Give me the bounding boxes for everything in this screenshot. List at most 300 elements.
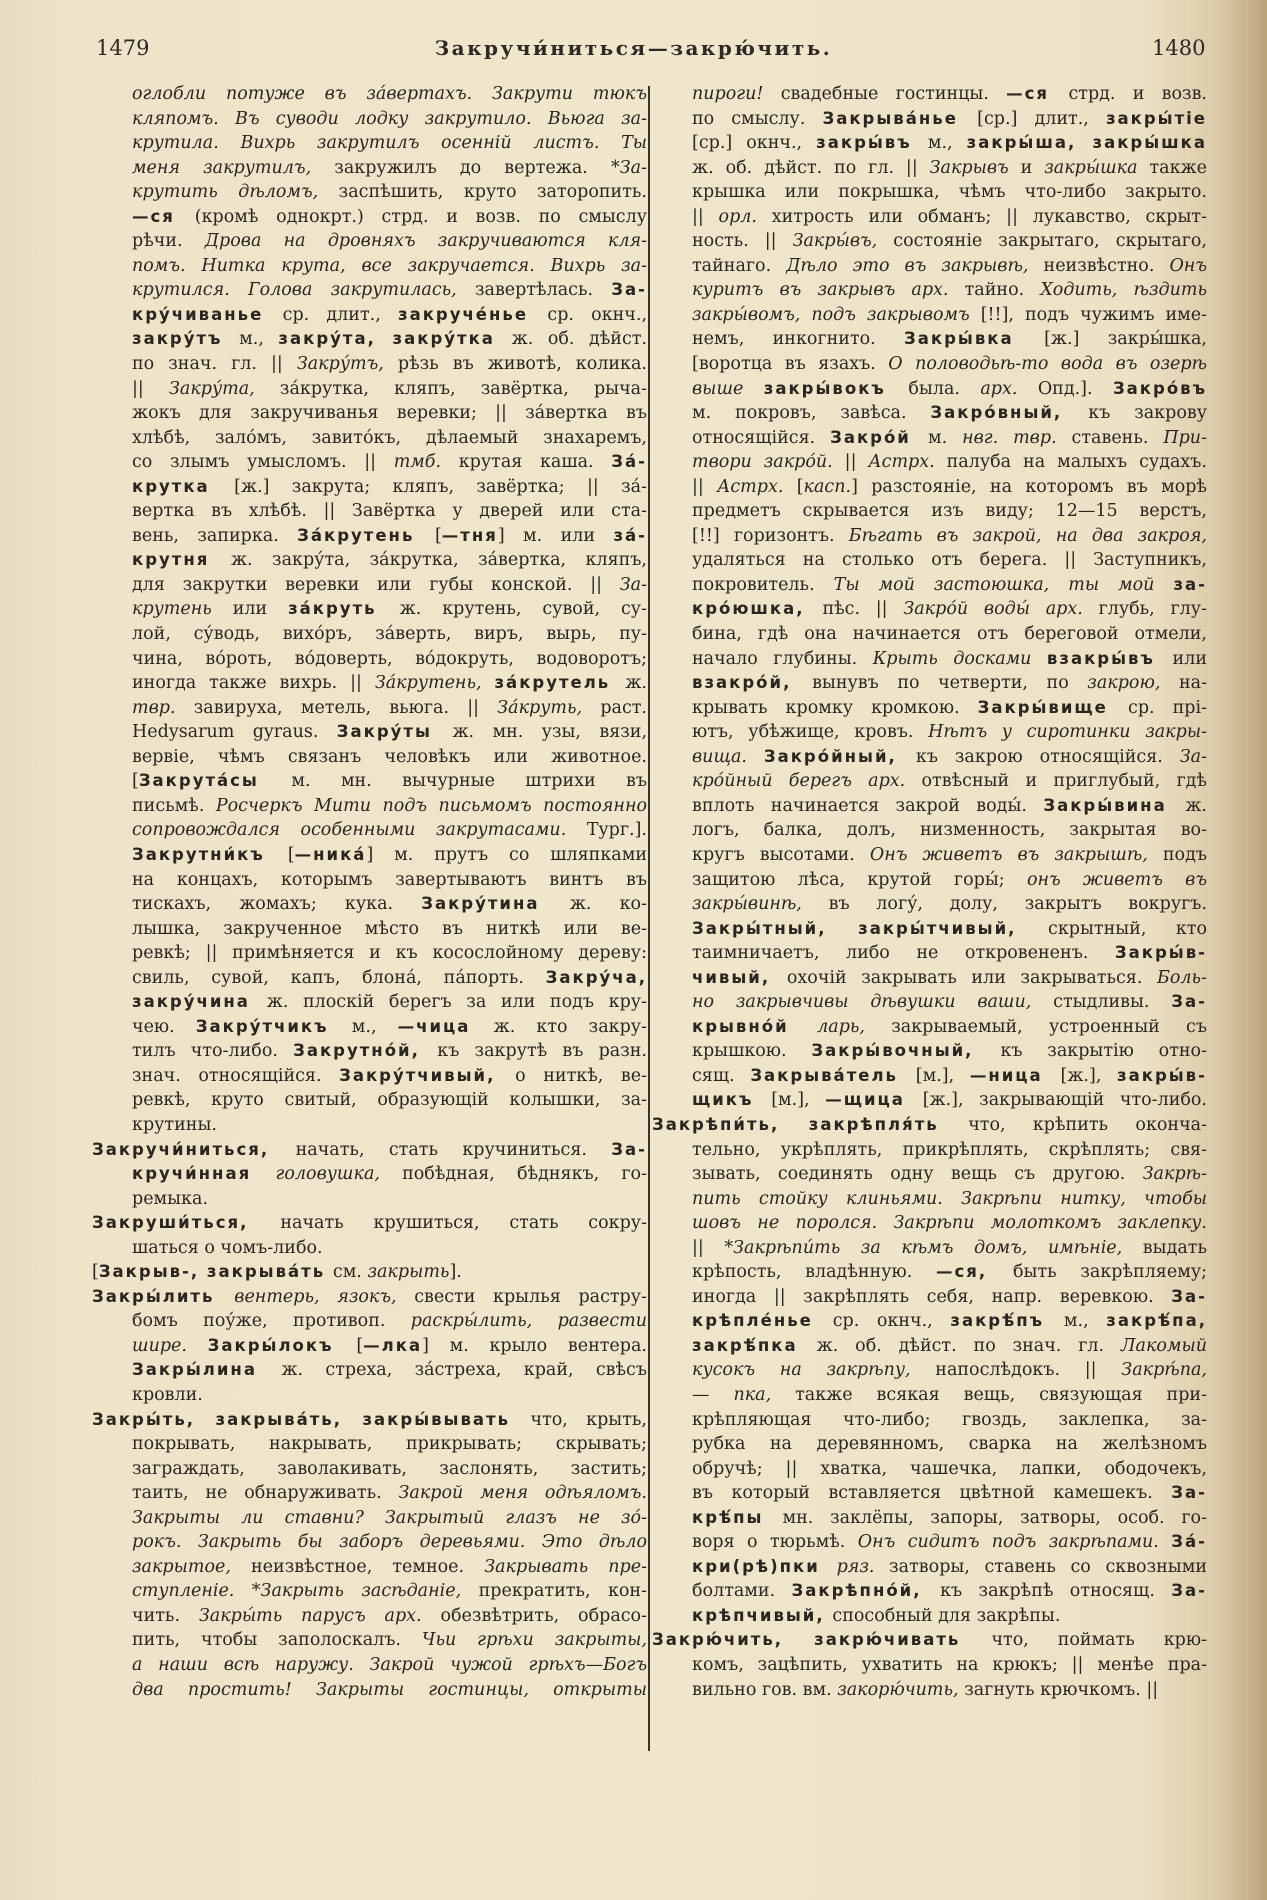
definition-text: лышка, закрученное мѣсто въ ниткѣ или ве- [132, 918, 647, 939]
definition-text: [!!] горизонтъ. [692, 525, 849, 546]
definition-text: стрд. и возв. [1068, 84, 1207, 104]
definition-text: защитою лѣса, крутой горы́; [692, 869, 1027, 890]
text-line [132, 1530, 647, 1555]
text-line [132, 794, 647, 819]
definition-text: заграждать, заволакивать, заслонять, застить; [132, 1458, 647, 1479]
definition-text: охочій закрывать или закрываться. [786, 967, 1158, 988]
definition-text: [ж.] закрута; кляпъ, завёртка; || за́- [234, 476, 648, 497]
definition-text: бомъ поу́же, противоп. [132, 1311, 411, 1332]
definition-text: вынувъ по четверти, по [812, 673, 1088, 694]
definition-text: иногда также вихрь. || [132, 673, 375, 694]
headword: Закручи́ниться, [92, 1139, 296, 1159]
example-italic: Чьи грѣхи закрыты, [421, 1630, 647, 1651]
headword: Закры́вка [904, 329, 1045, 349]
definition-text: завертѣлась. [474, 280, 612, 301]
text-line [692, 1579, 1207, 1604]
text-line [692, 1088, 1207, 1113]
headword: —чица [397, 1016, 494, 1036]
example-italic: нвг. твр. [962, 427, 1072, 448]
headword: —ница [969, 1065, 1061, 1085]
example-italic: шире. [132, 1335, 208, 1356]
entry-headline [652, 1628, 1207, 1653]
headword: Закрутно́й, [293, 1041, 438, 1061]
example-italic: Дѣло это въ закрывѣ, [786, 255, 1044, 276]
example-italic: Онъ [1169, 255, 1207, 276]
text-line [692, 377, 1207, 402]
headword: —ся, [935, 1262, 1013, 1282]
definition-text: ] м. прутъ со шляпками [366, 844, 647, 865]
definition-text: м. мн. вычурные штрихи въ [291, 771, 648, 792]
definition-text: м. покровъ, завѣса. [692, 403, 931, 424]
text-line [692, 843, 1207, 868]
headword: Закры́вочный, [811, 1041, 1001, 1061]
text-line [692, 327, 1207, 352]
example-italic: Онъ сидитъ подъ закрѣпами. [857, 1532, 1172, 1553]
definition-text: болтами. [692, 1581, 792, 1602]
text-line [692, 303, 1207, 328]
text-line [692, 499, 1207, 524]
text-line [692, 671, 1207, 696]
headword: кручи́нная [132, 1164, 276, 1184]
headword: Закро́йный, [763, 746, 916, 766]
example-italic: Закры́ть парусъ арх. [198, 1605, 441, 1626]
definition-text: ]. [449, 1262, 462, 1283]
definition-text: что, крыть, [530, 1409, 647, 1430]
text-line [692, 647, 1207, 672]
headword: закры́в- [1117, 1065, 1207, 1085]
example-italic: твр. [132, 697, 194, 718]
headword: Закрыв-, закрыва́ть [98, 1262, 333, 1282]
example-italic: Закрывъ [929, 157, 1021, 178]
example-italic: пироги! [692, 84, 781, 104]
definition-text: удаляться на столько отъ берега. || Заступникъ, [692, 550, 1207, 571]
text-line [692, 745, 1207, 770]
example-italic: касп. [803, 476, 852, 497]
text-line [132, 377, 647, 402]
example-italic: Закрой меня одѣяломъ. [398, 1483, 647, 1504]
text-line [132, 1015, 647, 1040]
text-line [692, 917, 1207, 942]
text-line [692, 1211, 1207, 1236]
text-line [692, 450, 1207, 475]
text-line [692, 1187, 1207, 1212]
definition-text: по знач. гл. || [132, 354, 297, 375]
entry-headline [652, 1113, 1207, 1138]
definition-text: подъ [1162, 844, 1207, 865]
headword: закрѣ́па, [1106, 1311, 1207, 1331]
example-italic: крутить дѣломъ, [132, 182, 339, 203]
text-line [132, 499, 647, 524]
definition-text: также [1149, 157, 1207, 178]
entry-headline [92, 1285, 647, 1310]
headword: За́крутень [297, 525, 435, 545]
example-italic: меня закрутилъ, [132, 157, 335, 178]
definition-text: ютъ, убѣжище, кровъ. [692, 722, 929, 743]
text-line [692, 1334, 1207, 1359]
definition-text: пить, чтобы заполоскалъ. [132, 1630, 422, 1651]
headword: Закро́въ [1112, 378, 1207, 398]
definition-text: вертка въ хлѣбѣ. || Завёртка у дверей или ста- [132, 501, 647, 522]
text-line [132, 82, 647, 107]
definition-text: немъ, инкогнито. [692, 329, 905, 350]
headword: За- [1171, 1286, 1207, 1306]
text-line [132, 475, 647, 500]
headword: кро́юшка, [692, 599, 823, 619]
text-line [692, 82, 1207, 107]
headword: Закру́тина [421, 894, 570, 914]
text-line [692, 131, 1207, 156]
headword: взакро́й, [692, 673, 813, 693]
headword: кру́чиванье [132, 304, 283, 324]
example-italic: закрыть [367, 1262, 450, 1283]
text-line [132, 327, 647, 352]
headword: —ся [132, 206, 195, 226]
definition-text: ж. кто закру- [493, 1016, 647, 1037]
definition-text: [ [287, 844, 295, 865]
definition-text: тилъ что-либо. [132, 1041, 294, 1062]
headword: Закру́ты [336, 722, 453, 742]
example-italic: выше [692, 378, 764, 399]
definition-text: рѣчи. [132, 231, 205, 252]
left-column [92, 82, 647, 1702]
text-line [132, 205, 647, 230]
text-line [692, 868, 1207, 893]
headword: Закры́локъ [207, 1335, 357, 1355]
example-italic: вентерь, язокъ, [234, 1286, 415, 1307]
definition-text: ср. прі- [1128, 697, 1207, 718]
definition-text: завируха, метель, вьюга. || [193, 697, 498, 718]
definition-text: крутая каша. [458, 452, 612, 473]
definition-text: чею. [132, 1016, 196, 1037]
headword: За́- [611, 452, 647, 472]
text-line [132, 1432, 647, 1457]
definition-text: вень, запирка. [132, 525, 298, 546]
text-line [692, 1653, 1207, 1678]
text-line [132, 769, 647, 794]
text-line [132, 597, 647, 622]
example-italic: *За- [611, 157, 647, 178]
definition-text: ср. окнч., [832, 1311, 951, 1332]
example-italic: Закрѣ- [1142, 1164, 1207, 1185]
definition-text: бина, гдѣ она начинается отъ береговой отмели, [692, 624, 1207, 645]
example-italic: закрою, [1087, 673, 1179, 694]
definition-text: начало глубины. [692, 648, 873, 669]
headword: Закрѣпно́й, [791, 1581, 941, 1601]
headword: закру́чина [132, 992, 267, 1012]
headword: —тня [441, 525, 498, 545]
definition-text: стыдливы. [1053, 992, 1172, 1013]
headword: закру́та, закру́тка [278, 329, 512, 349]
definition-text: [ср.] длит., [977, 108, 1106, 129]
definition-text: кровли. [132, 1384, 203, 1405]
definition-text: чина, во́роть, во́доверть, во́докруть, водоворотъ; [132, 648, 647, 669]
definition-text: письмѣ. [132, 795, 216, 816]
example-italic: сопровождался особенными закрутасами. [132, 820, 587, 841]
headword: Закрыва́нье [822, 108, 978, 128]
definition-text: таимничаетъ, либо не откровененъ. [692, 943, 1115, 964]
definition-text: ] разстояніе, на которомъ въ морѣ [851, 476, 1207, 497]
definition-text: быть закрѣпляему; [1013, 1262, 1208, 1283]
example-italic: За́круть, [497, 697, 601, 718]
text-line [692, 426, 1207, 451]
definition-text: Hedysarum gyraus. [132, 722, 337, 743]
headword: Закры́в- [1114, 943, 1207, 963]
definition-text: къ закрою относящійся. [915, 746, 1180, 767]
definition-text: что, крѣпить окончa- [968, 1114, 1207, 1135]
definition-text: вплоть начинается закрой воды́. [692, 795, 1044, 816]
definition-text: со злымъ умысломъ. || [132, 452, 394, 473]
text-line [692, 1358, 1207, 1383]
definition-text: ] м. крыло вентера. [422, 1335, 647, 1356]
example-italic: При- [1163, 427, 1207, 448]
definition-text: шаться о чомъ-либо. [132, 1237, 323, 1258]
definition-text: крышка или покрышка, чѣмъ что-либо закрыто. [692, 182, 1207, 203]
headword: Закруши́ться, [92, 1213, 281, 1233]
definition-text: что, поймать крю- [991, 1630, 1207, 1651]
text-line [132, 1334, 647, 1359]
definition-text: см. [332, 1262, 368, 1283]
definition-text: побѣдная, бѣднякъ, го- [402, 1164, 647, 1185]
definition-text: хлѣбѣ, зало́мъ, завито́къ, дѣлаемый знахаремъ, [132, 427, 647, 448]
text-line [692, 254, 1207, 279]
headword: закры́тіе [1105, 108, 1207, 128]
definition-text: || [692, 206, 719, 227]
definition-text: или [1172, 648, 1207, 669]
example-italic: головушка, [275, 1164, 403, 1185]
headword: закруче́нье [397, 304, 548, 324]
example-italic: арх. [980, 378, 1038, 399]
text-line [692, 1408, 1207, 1433]
text-line [132, 278, 647, 303]
headword: крѣпчивый, [692, 1605, 833, 1625]
headword: закры́ша, закры́шка [966, 133, 1207, 153]
example-italic: кусокъ на закрѣпу, [692, 1360, 936, 1381]
example-italic: Росчеркъ Мити подъ письмомъ постоянно [215, 795, 648, 816]
text-line [692, 352, 1207, 377]
headword: Закрѣпи́ть, закрѣпля́ть [652, 1114, 969, 1134]
text-line [132, 524, 647, 549]
text-line [132, 622, 647, 647]
headword: Закрута́сы [138, 771, 292, 791]
headword: крутня [132, 550, 231, 570]
example-italic: оглобли потуже въ за́вертахъ. Закрути тюкъ [132, 84, 647, 104]
entry-headline [92, 1138, 647, 1163]
definition-text: къ закрытію отно- [1000, 1041, 1207, 1062]
example-italic: Закру́та, [168, 378, 280, 399]
column-divider [648, 86, 650, 1751]
example-italic: Нѣтъ у сиротинки закры- [928, 722, 1207, 743]
definition-text: ж. закру́та, за́крутка, за́вертка, кляпъ, [230, 550, 647, 571]
headword: —щица [825, 1090, 923, 1110]
headword: щикъ [692, 1090, 772, 1110]
headword: Закру́ча, [545, 967, 647, 987]
text-line [132, 917, 647, 942]
headword: Закро́й [830, 427, 928, 447]
text-line [132, 1236, 647, 1261]
headword: кри(рѣ)пки [692, 1556, 837, 1576]
text-line [132, 1457, 647, 1482]
headword: —лка [363, 1335, 423, 1355]
text-line [132, 401, 647, 426]
definition-text: неизвѣстно. [1043, 255, 1170, 276]
definition-text: [ [796, 476, 804, 497]
headword: взакры́въ [1046, 648, 1173, 668]
definition-text: скрытный, кто [1048, 918, 1207, 939]
page-number-left: 1479 [96, 36, 150, 60]
page-header [0, 36, 1267, 66]
definition-text: начать крушиться, стать сокру- [280, 1213, 647, 1234]
definition-text: знач. относящійся. [132, 1065, 340, 1086]
text-line [692, 205, 1207, 230]
text-line [132, 1064, 647, 1089]
text-line [692, 1064, 1207, 1089]
text-line [692, 1457, 1207, 1482]
example-italic: закры́винѣ, [692, 894, 829, 915]
definition-text: ж. ко- [569, 894, 647, 915]
definition-text: ревкѣ, круто свитый, образующій колышки, за- [132, 1090, 647, 1111]
text-line [132, 1653, 647, 1678]
text-line [132, 1113, 647, 1138]
example-italic: О половодьѣ-то вода въ озерѣ [888, 354, 1207, 375]
text-line [692, 769, 1207, 794]
text-line [132, 1506, 647, 1531]
example-italic: раскры́лить, развести [410, 1311, 647, 1332]
text-line [132, 1383, 647, 1408]
definition-text: неизвѣстное, темное. [251, 1556, 485, 1577]
text-line [132, 573, 647, 598]
headword: закры́вокъ [763, 378, 909, 398]
definition-text: таить, не обнаруживать. [132, 1483, 399, 1504]
running-title: Закручи́ниться—закрю́чить. [434, 36, 833, 60]
text-line [692, 1039, 1207, 1064]
example-italic: ларь, [817, 1016, 892, 1037]
headword: Закру́тчикъ [195, 1016, 352, 1036]
text-line [132, 450, 647, 475]
definition-text: состояніе закрытаго, скрытаго, [893, 231, 1207, 252]
definition-text: крышкою. [692, 1041, 812, 1062]
text-line [132, 1604, 647, 1629]
example-italic: Дрова на дровняхъ закручиваются кля- [204, 231, 647, 252]
definition-text: обручѣ; || хватка, чашечка, лапки, ободочекъ, [692, 1458, 1207, 1479]
example-italic: Бѣгать въ закрой, на два закроя, [848, 525, 1207, 546]
definition-text: [ср.] окнч., [692, 133, 817, 154]
definition-text: [ж.], [1060, 1065, 1118, 1086]
example-italic: кро́йный берегъ арх. [692, 771, 922, 792]
text-line [692, 818, 1207, 843]
headword: Закрю́чить, закрю́чивать [652, 1630, 992, 1650]
text-line [692, 1530, 1207, 1555]
example-italic: но закрывчивы дѣвушки ваши, [692, 992, 1054, 1013]
definition-text: зывать, соединять одну вещь съ другою. [692, 1164, 1143, 1185]
definition-text: комъ, зацѣпить, ухватить на крюкъ; || менѣе пра- [692, 1655, 1207, 1675]
text-line [692, 1309, 1207, 1334]
definition-text: сящ. [692, 1065, 751, 1086]
definition-text: Опд.]. [1037, 378, 1113, 399]
example-italic: ряз. [836, 1556, 890, 1577]
headword: чивый, [692, 967, 787, 987]
example-italic: За́крутень, [374, 673, 495, 694]
definition-text: ж. [625, 673, 647, 694]
definition-text: къ закрову [1088, 403, 1208, 424]
definition-text: [ [92, 1262, 99, 1283]
definition-text: м., [927, 133, 967, 154]
definition-text: ср. длит., [282, 304, 398, 325]
text-line [132, 1162, 647, 1187]
headword: Закры́лить [92, 1286, 235, 1306]
example-italic: пить стойку клиньями. Закрѣпи нитку, чтобы [692, 1188, 1207, 1209]
definition-text: отвѣсный и приглубый, гдѣ [921, 771, 1207, 792]
text-line [692, 229, 1207, 254]
definition-text: (кромѣ однокрт.) стрд. и возв. по смыслу [194, 206, 648, 227]
definition-text: по смыслу. [692, 108, 823, 129]
example-italic: *Закрѣпи́ть за кѣмъ домъ, имѣніе, [724, 1237, 1143, 1258]
definition-text: за́крутка, кляпъ, завёртка, рыча- [279, 378, 647, 399]
definition-text: ж. стреха, за́стреха, край, свѣсъ [281, 1360, 647, 1381]
definition-text: для закрутки веревки или губы конской. || [132, 574, 620, 595]
definition-text: мн. заклёпы, запоры, затворы, особ. го- [782, 1507, 1207, 1528]
definition-text: [воротца въ язахъ. [692, 354, 889, 375]
definition-text: глубь, глу- [1098, 599, 1207, 620]
text-line [692, 990, 1207, 1015]
definition-text: способный для закрѣпы. [832, 1605, 1061, 1626]
right-column [652, 82, 1207, 1702]
headword: —ся [1006, 84, 1069, 103]
text-line [132, 548, 647, 573]
headword: За- [1171, 992, 1207, 1012]
text-line [692, 1604, 1207, 1629]
text-line [692, 180, 1207, 205]
definition-text: м. [927, 427, 963, 448]
example-italic: Закрѣ́па, [1121, 1360, 1207, 1381]
text-line [132, 720, 647, 745]
example-italic: Ходить, ѣздить [1040, 280, 1207, 301]
text-line [692, 1678, 1207, 1703]
text-line [132, 843, 647, 868]
text-line [692, 1138, 1207, 1163]
example-italic: Боль- [1157, 967, 1207, 988]
definition-text: палуба на малыхъ судахъ. [946, 452, 1207, 473]
definition-text: кругъ высотами. [692, 844, 870, 865]
example-italic: Закру́тъ, [296, 354, 398, 375]
definition-text: обезвѣтрить, обрасо- [440, 1605, 647, 1626]
definition-text: || [692, 1237, 725, 1258]
headword: Закры́вина [1043, 795, 1186, 815]
definition-text: || [844, 452, 869, 473]
text-line [692, 1260, 1207, 1285]
definition-text: и [1020, 157, 1045, 178]
definition-text: свести крылья растру- [414, 1286, 647, 1307]
example-italic: тмб. [393, 452, 459, 473]
text-line [692, 1236, 1207, 1261]
text-line [692, 1015, 1207, 1040]
example-italic: За- [1179, 746, 1207, 767]
example-italic: куритъ въ закрывъ арх. [692, 280, 965, 301]
headword: Закры́вище [977, 697, 1129, 717]
definition-text: — [692, 1384, 734, 1405]
definition-text: ремыка. [132, 1188, 209, 1209]
definition-text: раст. [600, 697, 647, 718]
definition-text: закружилъ до вертежа. [334, 157, 611, 178]
page-number-right: 1480 [1152, 36, 1206, 60]
definition-text: покрывать, накрывать, прикрывать; скрывать; [132, 1434, 647, 1455]
text-line [692, 1432, 1207, 1457]
definition-text: крѣпляющая что-либо; гвоздь, заклепка, за- [692, 1409, 1207, 1430]
definition-text: || [692, 476, 718, 497]
definition-text: ж. об. дѣйст. по знач. гл. [816, 1335, 1121, 1356]
definition-text: [ж.], закрывающій что-либо. [922, 1090, 1207, 1111]
definition-text: была. [908, 378, 981, 399]
definition-text: [!!], подъ чужимъ име- [980, 304, 1207, 325]
